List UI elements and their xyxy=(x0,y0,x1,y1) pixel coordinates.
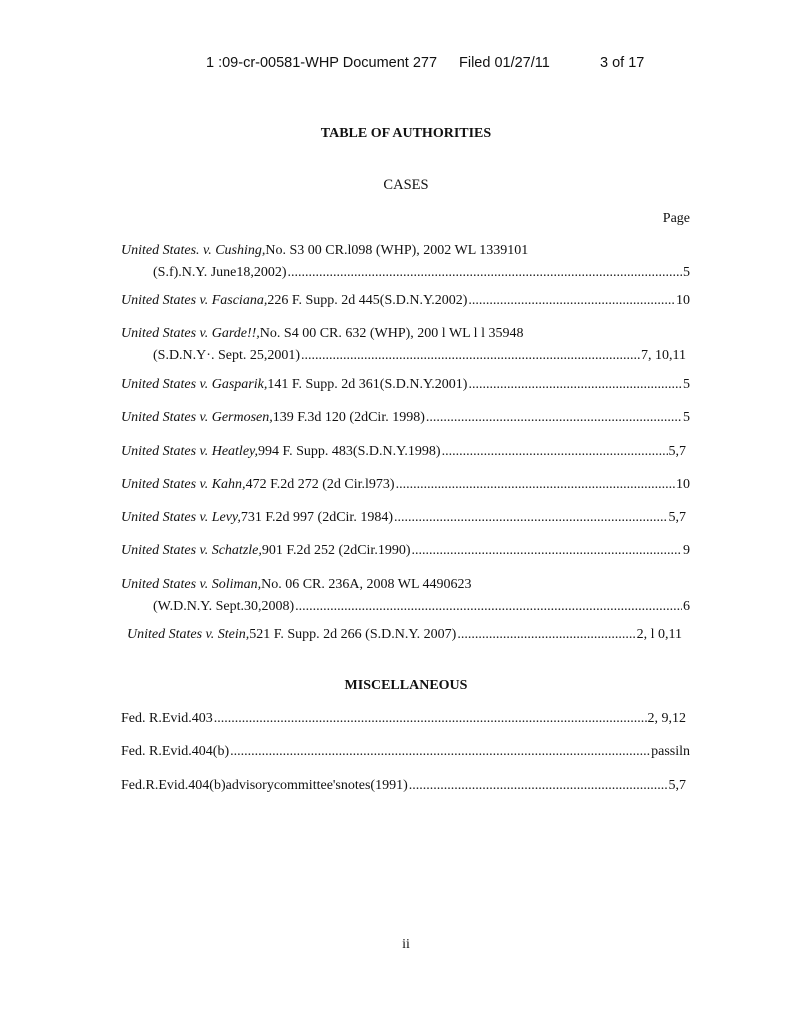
case-name: United States v. Schatzle, xyxy=(121,543,262,558)
case-citation: No. 06 CR. 236A, 2008 WL 4490623 xyxy=(261,577,472,592)
miscellaneous-heading: MISCELLANEOUS xyxy=(344,678,468,693)
header-filed-date: Filed 01/27/11 xyxy=(459,55,550,71)
case-name: United States v. Germosen, xyxy=(121,410,273,425)
case-name: United States v. Stein, xyxy=(127,627,250,642)
page-column-label: Page xyxy=(662,211,690,226)
misc-entry xyxy=(121,708,686,730)
case-pages: 5 xyxy=(683,377,690,392)
case-pages: 10 xyxy=(676,293,690,308)
case-name: United States v. Gasparik, xyxy=(121,377,268,392)
case-name: United States v. Levy, xyxy=(121,510,241,525)
misc-citation: Fed.R.Evid.404(b)advisorycommittee'snotes(1991) xyxy=(121,778,408,793)
case-name: United States v. Soliman, xyxy=(121,577,262,592)
misc-citation: Fed. R.Evid.403 xyxy=(121,711,213,726)
case-citation: 226 F. Supp. 2d 445(S.D.N.Y.2002) xyxy=(267,293,468,308)
case-pages: 5 xyxy=(683,265,690,280)
case-pages: 7, 10,11 xyxy=(641,348,686,363)
case-pages: 5 xyxy=(683,410,690,425)
page-title: TABLE OF AUTHORITIES xyxy=(320,126,492,141)
case-name: United States v. Fasciana, xyxy=(121,293,268,308)
misc-entry xyxy=(121,775,686,797)
dot-leader xyxy=(468,374,682,396)
dot-leader xyxy=(409,775,668,797)
dot-leader xyxy=(457,624,635,646)
case-entry xyxy=(121,507,686,529)
dot-leader xyxy=(301,345,640,367)
footer-page-number: ii xyxy=(402,937,410,952)
case-pages: 5,7 xyxy=(668,444,686,459)
dot-leader xyxy=(396,474,675,496)
case-entry xyxy=(121,441,686,463)
dot-leader xyxy=(411,540,682,562)
case-pages: 2, l 0,11 xyxy=(636,627,682,642)
misc-pages: 5,7 xyxy=(668,778,686,793)
case-entry xyxy=(121,540,690,562)
misc-pages: passiln xyxy=(651,744,690,759)
dot-leader xyxy=(288,262,682,284)
dot-leader xyxy=(230,741,650,763)
dot-leader xyxy=(295,596,682,618)
dot-leader xyxy=(426,407,682,429)
case-citation: 472 F.2d 272 (2d Cir.l973) xyxy=(245,477,395,492)
misc-pages: 2, 9,12 xyxy=(647,711,686,726)
header-document-number: 1 :09-cr-00581-WHP Document 277 xyxy=(206,55,438,71)
case-citation: 521 F. Supp. 2d 266 (S.D.N.Y. 2007) xyxy=(249,627,457,642)
dot-leader xyxy=(394,507,668,529)
case-citation: 141 F. Supp. 2d 361(S.D.N.Y.2001) xyxy=(267,377,468,392)
case-pages: 6 xyxy=(683,599,690,614)
case-name: United States v. Heatley, xyxy=(121,444,258,459)
misc-entry xyxy=(121,741,690,763)
case-entry xyxy=(127,624,682,646)
case-citation: 731 F.2d 997 (2dCir. 1984) xyxy=(240,510,393,525)
dot-leader xyxy=(442,441,668,463)
case-citation-continued: (W.D.N.Y. Sept.30,2008) xyxy=(153,599,295,614)
case-entry xyxy=(121,374,690,396)
case-pages: 9 xyxy=(683,543,690,558)
case-entry xyxy=(121,407,690,429)
header-page-count: 3 of 17 xyxy=(600,55,645,71)
case-entry xyxy=(121,240,690,284)
case-citation: 901 F.2d 252 (2dCir.1990) xyxy=(261,543,411,558)
case-name: United States v. Kahn, xyxy=(121,477,246,492)
case-entry xyxy=(121,474,690,496)
misc-citation: Fed. R.Evid.404(b) xyxy=(121,744,230,759)
case-entry xyxy=(121,323,686,367)
case-citation-continued: (S.f).N.Y. June18,2002) xyxy=(153,265,287,280)
case-citation: 139 F.3d 120 (2dCir. 1998) xyxy=(272,410,425,425)
case-entry xyxy=(121,574,690,618)
case-citation: No. S4 00 CR. 632 (WHP), 200 l WL l l 35948 xyxy=(259,326,524,341)
case-citation-continued: (S.D.N.Y·. Sept. 25,2001) xyxy=(153,348,300,363)
case-entry xyxy=(121,290,690,312)
case-name: United States. v. Cushing, xyxy=(121,243,266,258)
case-citation: 994 F. Supp. 483(S.D.N.Y.1998) xyxy=(257,444,441,459)
case-pages: 5,7 xyxy=(668,510,686,525)
dot-leader xyxy=(468,290,675,312)
case-name: United States v. Garde!!, xyxy=(121,326,260,341)
case-citation: No. S3 00 CR.l098 (WHP), 2002 WL 1339101 xyxy=(265,243,529,258)
dot-leader xyxy=(214,708,647,730)
case-pages: 10 xyxy=(676,477,690,492)
cases-heading: CASES xyxy=(383,177,429,193)
